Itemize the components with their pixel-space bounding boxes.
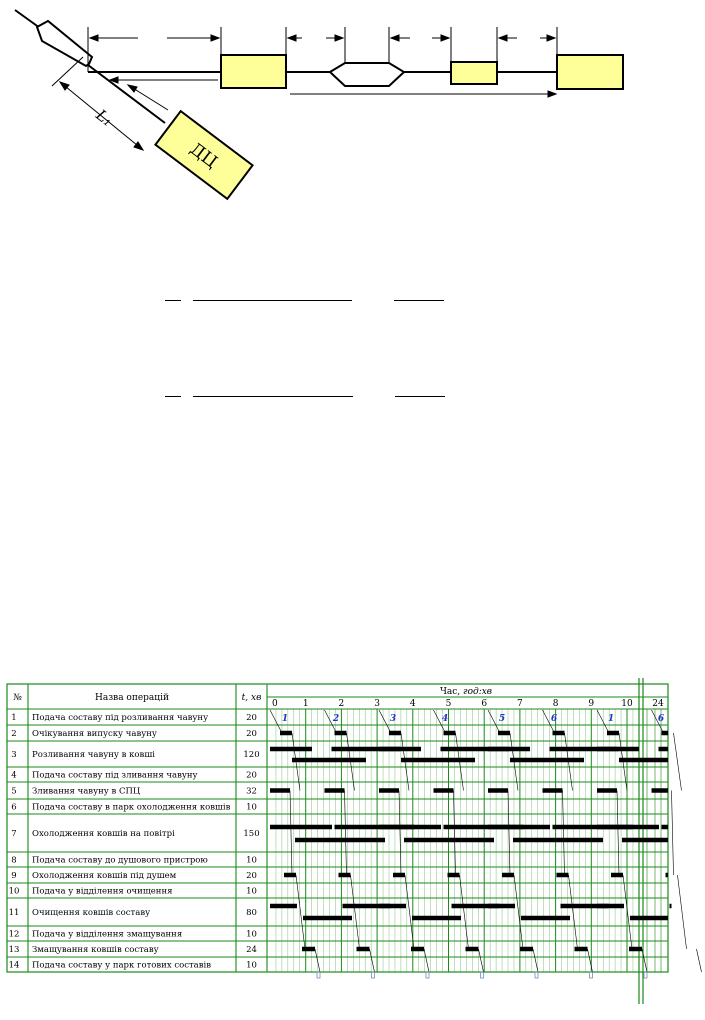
train-number: 4 xyxy=(441,714,449,724)
operation-bar xyxy=(379,904,406,909)
row-number: 9 xyxy=(11,871,17,881)
operation-bar xyxy=(666,873,669,878)
operation-name: Охолодження ковшів на повітрі xyxy=(32,829,175,839)
operation-bar xyxy=(662,731,669,736)
operation-bar xyxy=(597,825,659,830)
operation-name: Очікування випуску чавуну xyxy=(32,729,157,739)
exit-marker xyxy=(590,972,593,978)
hour-label: 24 xyxy=(652,699,664,709)
train-number: 6 xyxy=(657,714,665,724)
operation-bar xyxy=(597,747,639,752)
operation-duration: 20 xyxy=(246,770,257,781)
operation-bar xyxy=(444,731,456,736)
operation-name: Змащування ковшів составу xyxy=(32,945,159,955)
hour-label: 1 xyxy=(302,699,309,709)
operation-name: Подача составу до душового пристрою xyxy=(32,855,208,866)
train-number: 5 xyxy=(498,714,506,724)
operation-bar xyxy=(270,904,297,909)
operation-bar xyxy=(659,747,669,752)
operation-name: Зливання чавуну в СПЦ xyxy=(32,786,141,797)
hour-label: 4 xyxy=(409,699,416,709)
row-number: 4 xyxy=(11,770,17,781)
flow-line xyxy=(351,875,360,949)
operation-name: Подача составу під зливання чавуну xyxy=(32,770,198,781)
operation-bar xyxy=(575,947,588,952)
flow-line xyxy=(345,791,347,876)
flow-line xyxy=(370,949,375,972)
row-number: 3 xyxy=(11,750,17,760)
operation-name: Очищення ковшів составу xyxy=(32,908,151,918)
operation-bar xyxy=(284,873,296,878)
flow-line xyxy=(479,949,484,972)
flow-line xyxy=(678,875,687,949)
operation-bar xyxy=(670,904,672,909)
operation-bar xyxy=(510,758,584,763)
exit-marker xyxy=(426,972,429,978)
operation-bar xyxy=(557,873,569,878)
operation-bar xyxy=(303,916,352,921)
operation-bar xyxy=(325,788,345,793)
operation-bar xyxy=(280,731,292,736)
operation-name: Подача у відділення змащування xyxy=(32,929,183,940)
row-number: 13 xyxy=(8,945,20,955)
row-number: 6 xyxy=(11,802,17,813)
length-label: L₁ xyxy=(92,105,117,130)
flow-line xyxy=(508,791,510,876)
hour-label: 8 xyxy=(552,699,559,709)
operation-bar xyxy=(629,947,642,952)
operation-duration: 120 xyxy=(243,750,260,760)
operation-duration: 10 xyxy=(246,929,257,940)
operation-duration: 10 xyxy=(246,802,257,813)
operation-bar xyxy=(488,788,508,793)
flow-line xyxy=(533,949,538,972)
exit-marker xyxy=(317,972,320,978)
exit-marker xyxy=(535,972,538,978)
operation-bar xyxy=(488,825,550,830)
operation-bar xyxy=(597,788,617,793)
operation-bar xyxy=(652,788,669,793)
operation-bar xyxy=(521,916,570,921)
operation-bar xyxy=(379,788,399,793)
operation-bar xyxy=(295,838,385,843)
row-number: 14 xyxy=(8,960,20,971)
operation-bar xyxy=(553,731,565,736)
flow-line xyxy=(296,875,305,949)
operation-duration: 20 xyxy=(246,729,257,739)
operation-duration: 10 xyxy=(246,960,257,971)
operation-bar xyxy=(502,873,514,878)
flow-line xyxy=(514,875,523,949)
operation-bar xyxy=(401,758,475,763)
header-time: t, хв xyxy=(241,693,262,703)
operation-duration: 20 xyxy=(246,713,257,723)
operation-bar xyxy=(448,873,460,878)
exit-marker xyxy=(644,972,647,978)
operation-bar xyxy=(520,947,533,952)
hour-label: 2 xyxy=(338,699,345,709)
operation-bar xyxy=(379,825,441,830)
operation-bar xyxy=(411,947,424,952)
row-number: 5 xyxy=(11,786,17,797)
operation-duration: 20 xyxy=(246,871,257,881)
exit-marker xyxy=(481,972,484,978)
train-number: 1 xyxy=(281,714,289,724)
operation-bar xyxy=(339,873,351,878)
header-name: Назва операцій xyxy=(95,693,169,703)
flow-line xyxy=(674,733,682,791)
hour-label: 0 xyxy=(272,699,278,709)
operation-bar xyxy=(607,731,619,736)
row-number: 12 xyxy=(8,929,20,940)
header-num: № xyxy=(13,693,22,703)
operation-bar xyxy=(622,838,668,843)
operation-duration: 32 xyxy=(246,786,257,797)
row-number: 7 xyxy=(11,829,17,839)
operation-bar xyxy=(630,916,668,921)
operation-bar xyxy=(619,758,668,763)
flow-line xyxy=(617,791,619,876)
operation-bar xyxy=(611,873,623,878)
train-number: 1 xyxy=(607,714,615,724)
operation-bar xyxy=(270,825,332,830)
hour-label: 9 xyxy=(588,699,595,709)
header-hour-axis: Час, год:хв xyxy=(439,687,493,697)
train-number: 3 xyxy=(389,714,397,724)
operation-bar xyxy=(270,747,312,752)
row-number: 8 xyxy=(11,855,17,866)
operation-bar xyxy=(543,788,563,793)
operation-bar xyxy=(379,747,421,752)
operation-bar xyxy=(434,788,454,793)
operation-bar xyxy=(466,947,479,952)
flow-line xyxy=(290,791,292,876)
hour-label: 3 xyxy=(374,699,380,709)
hour-label: 5 xyxy=(445,699,452,709)
flow-line xyxy=(563,791,565,876)
operation-duration: 10 xyxy=(246,886,257,897)
operation-bar xyxy=(357,947,370,952)
operation-bar xyxy=(389,731,401,736)
operation-duration: 150 xyxy=(243,829,260,839)
flow-line xyxy=(569,875,578,949)
dc-box-label: ДЦ xyxy=(185,139,221,173)
operation-bar xyxy=(302,947,315,952)
flow-line xyxy=(460,875,469,949)
operation-bar xyxy=(513,838,603,843)
hour-label: 6 xyxy=(481,699,488,709)
operation-bar xyxy=(270,788,290,793)
exit-marker xyxy=(372,972,375,978)
row-number: 11 xyxy=(8,908,20,918)
hour-label: 7 xyxy=(517,699,523,709)
operation-name: Подача составу у парк готових составів xyxy=(32,960,212,971)
operation-name: Розливання чавуну в ковші xyxy=(32,750,155,760)
operation-bar xyxy=(662,825,669,830)
flow-line xyxy=(672,791,674,876)
train-number: 6 xyxy=(550,714,558,724)
row-number: 2 xyxy=(11,729,17,739)
row-number: 10 xyxy=(8,886,20,897)
operation-bar xyxy=(404,838,494,843)
operation-bar xyxy=(393,873,405,878)
flow-line xyxy=(697,949,702,972)
operation-duration: 24 xyxy=(246,945,257,955)
operation-name: Подача составу в парк охолодження ковшів xyxy=(32,802,231,813)
operation-bar xyxy=(597,904,624,909)
hour-label: 10 xyxy=(621,699,633,709)
operation-bar xyxy=(488,747,530,752)
operation-bar xyxy=(498,731,510,736)
operation-bar xyxy=(292,758,366,763)
train-number: 2 xyxy=(332,714,340,724)
operation-bar xyxy=(335,731,347,736)
operation-name: Подача у відділення очищення xyxy=(32,886,173,897)
operation-bar xyxy=(412,916,461,921)
operation-bar xyxy=(488,904,515,909)
operation-name: Подача составу під розливання чавуну xyxy=(32,713,209,723)
operation-duration: 80 xyxy=(246,908,257,918)
row-number: 1 xyxy=(11,713,17,723)
operation-duration: 10 xyxy=(246,855,257,866)
operation-name: Охолодження ковшів під душем xyxy=(32,871,177,881)
